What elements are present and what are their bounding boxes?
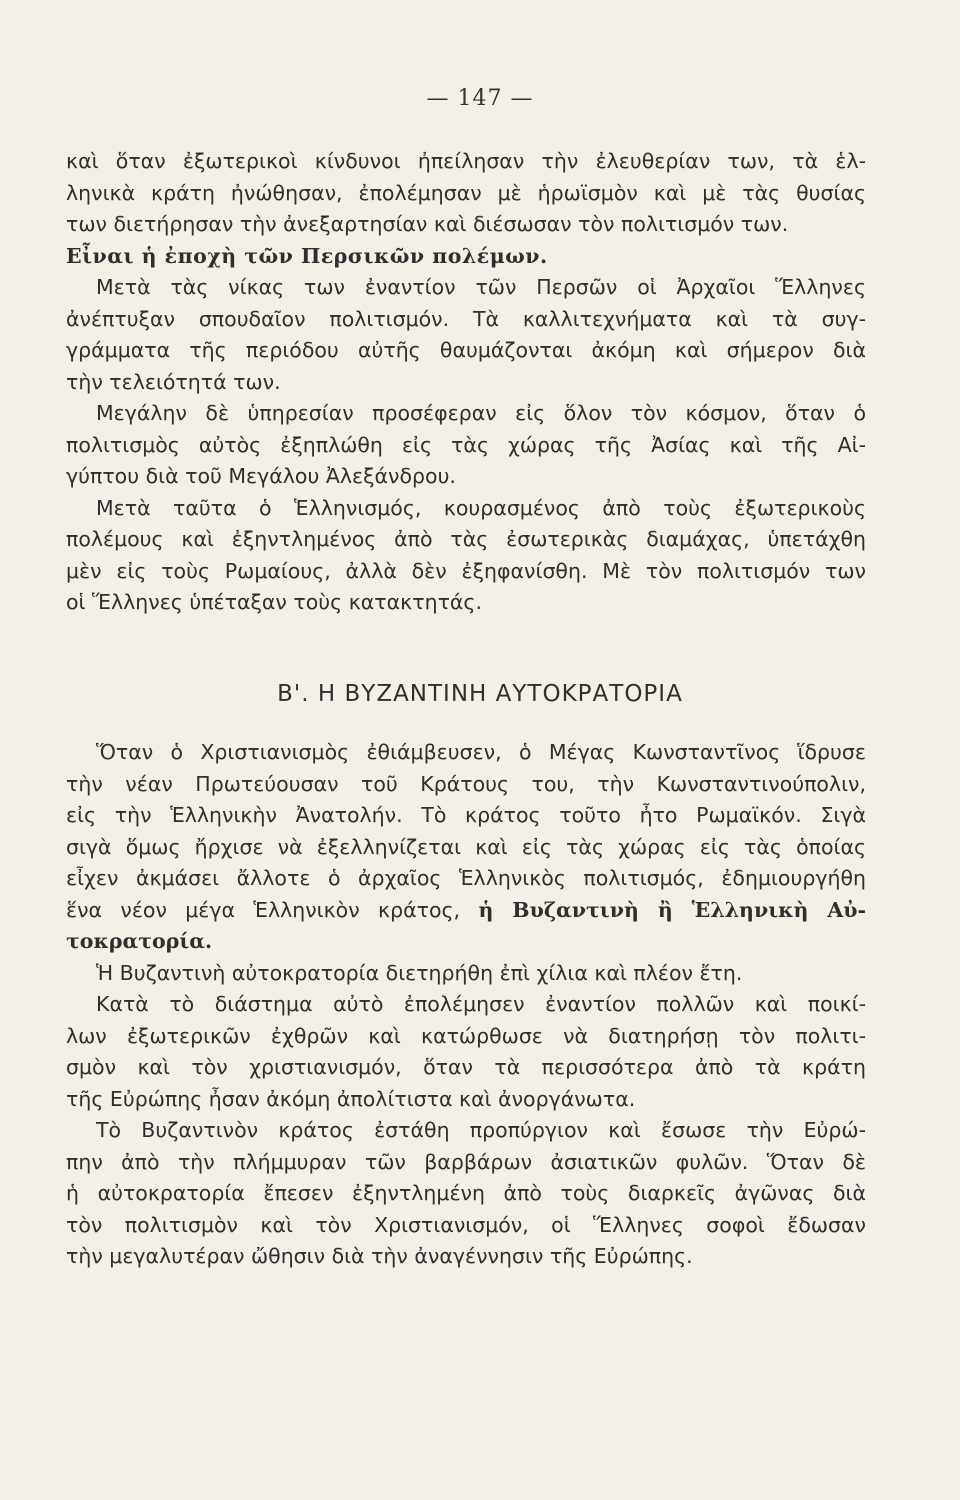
text-line-mixed [66, 895, 866, 927]
text-line: γράμματα τῆς περιόδου αὐτῆς θαυμάζονται ἀκόμη καὶ σήμερον διὰ [66, 338, 866, 362]
text-line: ἡ αὐτοκρατορία ἔπεσεν ἐξηντλημένη ἀπὸ τοὺς διαρκεῖς ἀγῶνας διὰ [66, 1181, 866, 1205]
byzantine-empire-term: ἡ Βυζαντινὴ ἢ Ἑλληνικὴ Αὐ- [478, 897, 866, 922]
text-line: εἰς τὴν Ἑλληνικὴν Ἀνατολήν. Τὸ κράτος τοῦτο ἦτο Ρωμαϊκόν. Σιγὰ [66, 803, 866, 827]
text-line: σμὸν καὶ τὸν χριστιανισμόν, ὅταν τὰ περισσότερα ἀπὸ τὰ κράτη [66, 1055, 866, 1079]
text-line: γύπτου διὰ τοῦ Μεγάλου Ἀλεξάνδρου. [66, 464, 456, 488]
byzantine-empire-term-end: τοκρατορία. [66, 929, 213, 953]
text-line: σιγὰ ὅμως ἤρχισε νὰ ἐξελληνίζεται καὶ εἰς τὰς χώρας εἰς τὰς ὁποίας [66, 834, 866, 859]
text-line: ἀνέπτυξαν σπουδαῖον πολιτισμόν. Τὰ καλλιτεχνήματα καὶ τὰ συγ- [66, 306, 866, 331]
text-line: Τὸ Βυζαντινὸν κράτος ἐστάθη προπύργιον καὶ ἔσωσε τὴν Εὐρώ- [96, 1118, 866, 1142]
text-line: των διετήρησαν τὴν ἀνεξαρτησίαν καὶ διέσωσαν τὸν πολιτισμόν των. [66, 212, 789, 236]
text-line: πολέμους καὶ ἐξηντλημένος ἀπὸ τὰς ἐσωτερικὰς διαμάχας, ὑπετάχθη [66, 527, 866, 551]
text-line: Ἡ Βυζαντινὴ αὐτοκρατορία διετηρήθη ἐπὶ χίλια καὶ πλέον ἔτη. [96, 960, 743, 985]
text-line: Κατὰ τὸ διάστημα αὐτὸ ἐπολέμησεν ἐναντίον πολλῶν καὶ ποικί- [96, 992, 866, 1016]
epoch-title: Εἶναι ἡ ἐποχὴ τῶν Περσικῶν πολέμων. [66, 243, 548, 268]
text-line: ληνικὰ κράτη ἠνώθησαν, ἐπολέμησαν μὲ ἡρωϊσμὸν καὶ μὲ τὰς θυσίας [66, 180, 866, 205]
section-1-body [66, 146, 866, 619]
section-2-body [66, 737, 866, 1273]
text-line: μὲν εἰς τοὺς Ρωμαίους, ἀλλὰ δὲν ἐξηφανίσθη. Μὲ τὸν πολιτισμόν των [66, 558, 866, 583]
text-line: πην ἀπὸ τὴν πλήμμυραν τῶν βαρβάρων ἀσιατικῶν φυλῶν. Ὅταν δὲ [66, 1149, 866, 1174]
section-heading: Β'. Η ΒΥΖΑΝΤΙΝΗ ΑΥΤΟΚΡΑΤΟΡΙΑ [277, 681, 683, 707]
text-line: Ὅταν ὁ Χριστιανισμὸς ἐθιάμβευσεν, ὁ Μέγας Κωνσταντῖνος ἵδρυσε [96, 740, 866, 764]
text-segment: ἕνα νέον μέγα Ἑλληνικὸν κράτος, [66, 897, 461, 922]
text-line: τὴν τελειότητά των. [66, 369, 281, 394]
text-line: τὴν μεγαλυτέραν ὤθησιν διὰ τὴν ἀναγέννησιν τῆς Εὐρώπης. [66, 1244, 693, 1268]
text-line: οἱ Ἕλληνες ὑπέταξαν τοὺς κατακτητάς. [66, 590, 482, 614]
text-line: τὴν νέαν Πρωτεύουσαν τοῦ Κράτους του, τὴν Κωνσταντινούπολιν, [66, 771, 866, 796]
text-line: εἶχεν ἀκμάσει ἄλλοτε ὁ ἀρχαῖος Ἑλληνικὸς πολιτισμός, ἐδημιουργήθη [66, 866, 866, 890]
text-line: καὶ ὅταν ἐξωτερικοὶ κίνδυνοι ἠπείλησαν τὴν ἐλευθερίαν των, τὰ ἑλ- [66, 149, 866, 173]
text-line: τὸν πολιτισμὸν καὶ τὸν Χριστιανισμόν, οἱ Ἕλληνες σοφοὶ ἔδωσαν [66, 1212, 866, 1237]
text-line: Μετὰ τὰς νίκας των ἐναντίον τῶν Περσῶν οἱ Ἀρχαῖοι Ἕλληνες [96, 275, 866, 299]
text-line: λων ἐξωτερικῶν ἐχθρῶν καὶ κατώρθωσε νὰ διατηρήσῃ τὸν πολιτι- [66, 1023, 866, 1048]
text-line: πολιτισμὸς αὐτὸς ἐξηπλώθη εἰς τὰς χώρας τῆς Ἀσίας καὶ τῆς Αἰ- [66, 432, 866, 457]
page-number: — 147 — [426, 86, 534, 111]
text-line: τῆς Εὐρώπης ἦσαν ἀκόμη ἀπολίτιστα καὶ ἀνοργάνωτα. [66, 1086, 636, 1111]
text-line: Μετὰ ταῦτα ὁ Ἑλληνισμός, κουρασμένος ἀπὸ τοὺς ἐξωτερικοὺς [96, 495, 866, 520]
text-line: Μεγάλην δὲ ὑπηρεσίαν προσέφεραν εἰς ὅλον τὸν κόσμον, ὅταν ὁ [96, 401, 866, 425]
